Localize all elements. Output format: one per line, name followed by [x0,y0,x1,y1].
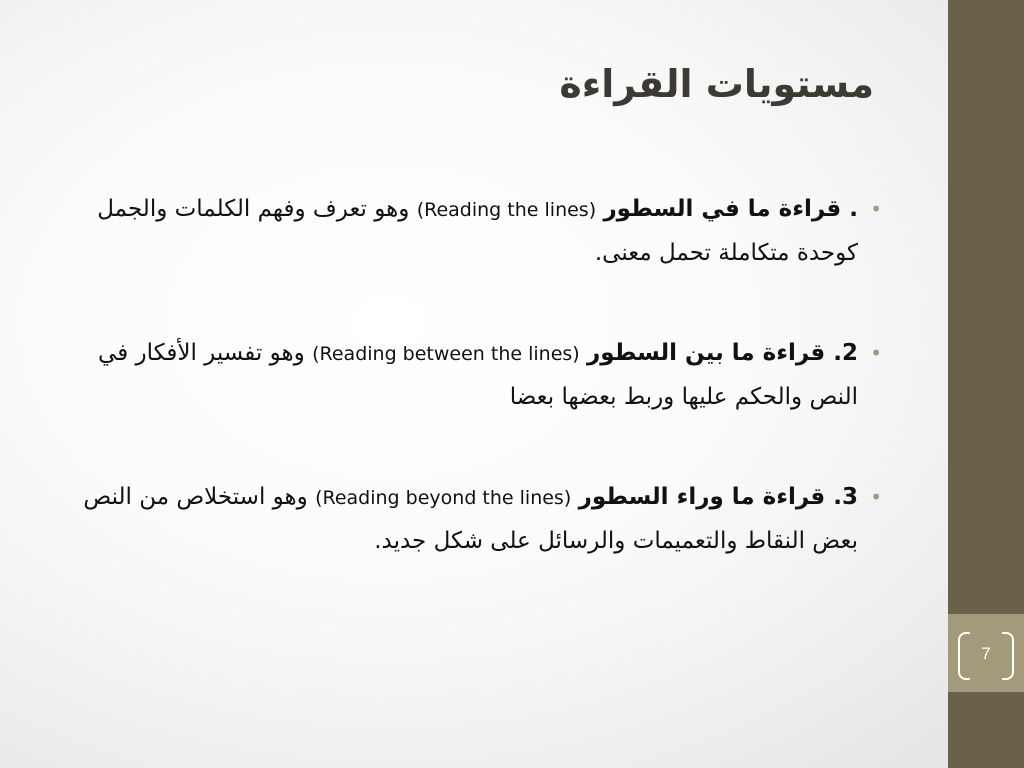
bullet-item-reading-the-lines [60,188,858,275]
bullet-body: وهو استخلاص من النص بعض النقاط والتعميمات والرسائل على شكل جديد. [83,484,858,554]
bullet-body: وهو تفسير الأفكار في النص والحكم عليها وربط بعضها بعضا [98,340,858,410]
page-number-left-bracket [958,632,970,680]
bullet-english-term: (Reading between the lines) [312,343,580,365]
page-number-right-bracket [1002,632,1014,680]
bullet-heading: 2. قراءة ما بين السطور [587,340,858,366]
bullet-item-reading-beyond-the-lines [60,476,858,563]
bullet-heading: 3. قراءة ما وراء السطور [578,484,858,510]
bullet-body: وهو تعرف وفهم الكلمات والجمل كوحدة متكاملة تحمل معنى. [97,196,858,266]
bullet-english-term: (Reading the lines) [416,199,597,221]
slide-title: مستويات القراءة [559,62,874,106]
bullet-heading: . قراءة ما في السطور [603,196,858,222]
bullet-item-reading-between-the-lines [60,332,858,419]
bullet-english-term: (Reading beyond the lines) [315,487,572,509]
page-number: 7 [981,644,991,663]
